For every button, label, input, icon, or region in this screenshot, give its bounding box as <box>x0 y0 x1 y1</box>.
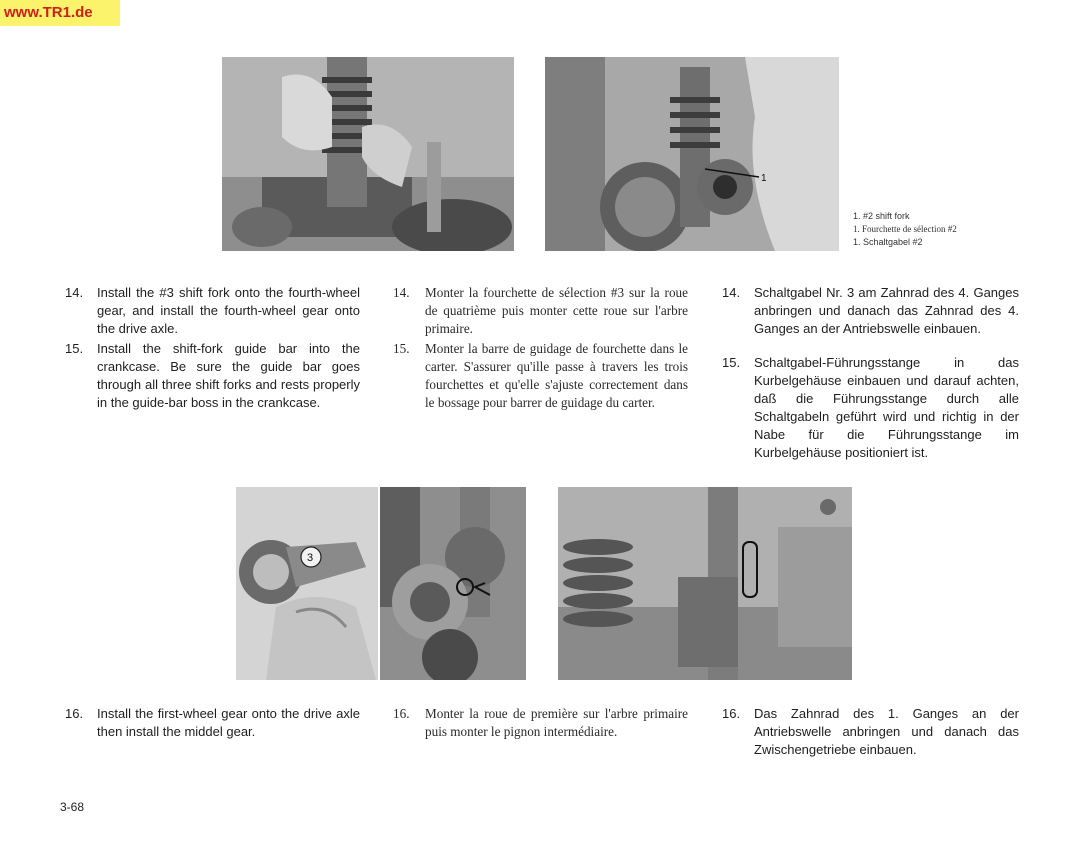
step-text: Monter la roue de première sur l'arbre primaire puis monter le pignon intermédiaire. <box>425 706 688 739</box>
legend-german: 1. Schaltgabel #2 <box>853 237 923 247</box>
french-step-14 <box>393 284 688 338</box>
step-text: Monter la barre de guidage de fourchette dans le carter. S'assurer qu'ille passe à travers les trois fourchettes et qu'elle s'ajuste correctement dans le bossage pour barrer de guidage du carter. <box>425 341 688 410</box>
german-step-16 <box>722 705 1019 759</box>
step-text: Schaltgabel-Führungsstange in das Kurbelgehäuse einbauen und darauf achten, daß die Führungsstange durch alle Schaltgabeln geführt wird und richtig in der Nabe für die Führungsstange im Kurbelgehäuse positioniert ist. <box>754 355 1019 460</box>
german-step-15 <box>722 354 1019 462</box>
step-number: 16. <box>722 706 741 721</box>
step-text: Das Zahnrad des 1. Ganges an der Antriebswelle anbringen und danach das Zwischengetriebe einbauen. <box>754 706 1019 757</box>
legend-french: 1. Fourchette de sélection #2 <box>853 224 957 234</box>
step-text: Install the shift-fork guide bar into the crankcase. Be sure the guide bar goes through all three shift forks and rests properly in the guide-bar boss in the crankcase. <box>97 341 360 410</box>
step-number: 14. <box>722 285 741 300</box>
step-number: 14. <box>65 285 84 300</box>
step-number: 15. <box>393 341 410 356</box>
french-step-16 <box>393 705 688 741</box>
english-step-14 <box>65 284 360 338</box>
step-number: 14. <box>393 285 410 300</box>
site-watermark-tag: www.TR1.de <box>0 0 120 26</box>
step-number: 16. <box>65 706 84 721</box>
legend-english: 1. #2 shift fork <box>853 211 910 221</box>
step-text: Schaltgabel Nr. 3 am Zahnrad des 4. Ganges anbringen und danach das Zahnrad des 4. Ganges an der Antriebswelle einbauen. <box>754 285 1019 336</box>
step-number: 16. <box>393 706 410 721</box>
page-number: 3-68 <box>60 800 85 814</box>
photo-guide-bar-gears <box>380 487 526 680</box>
step-text: Install the #3 shift fork onto the fourth-wheel gear, and install the fourth-wheel gear onto the drive axle. <box>97 285 360 336</box>
photo-shift-fork-2-closeup <box>545 57 839 251</box>
photo-first-gear-install <box>558 487 852 680</box>
fork-number-label: 3 <box>307 552 314 564</box>
step-number: 15. <box>65 341 84 356</box>
german-step-14 <box>722 284 1019 338</box>
photo-shift-fork-installation <box>222 57 514 251</box>
step-number: 15. <box>722 355 741 370</box>
english-step-15 <box>65 340 360 412</box>
english-step-16 <box>65 705 360 741</box>
photo-legend <box>853 210 957 249</box>
french-step-15 <box>393 340 688 412</box>
step-text: Monter la fourchette de sélection #3 sur la roue de quatrième puis monter cette roue sur l'arbre primaire. <box>425 285 688 336</box>
step-text: Install the first-wheel gear onto the drive axle then install the middel gear. <box>97 706 360 739</box>
photo-fork-3-hand <box>236 487 378 680</box>
photo-callout-number: 1 <box>761 173 767 184</box>
